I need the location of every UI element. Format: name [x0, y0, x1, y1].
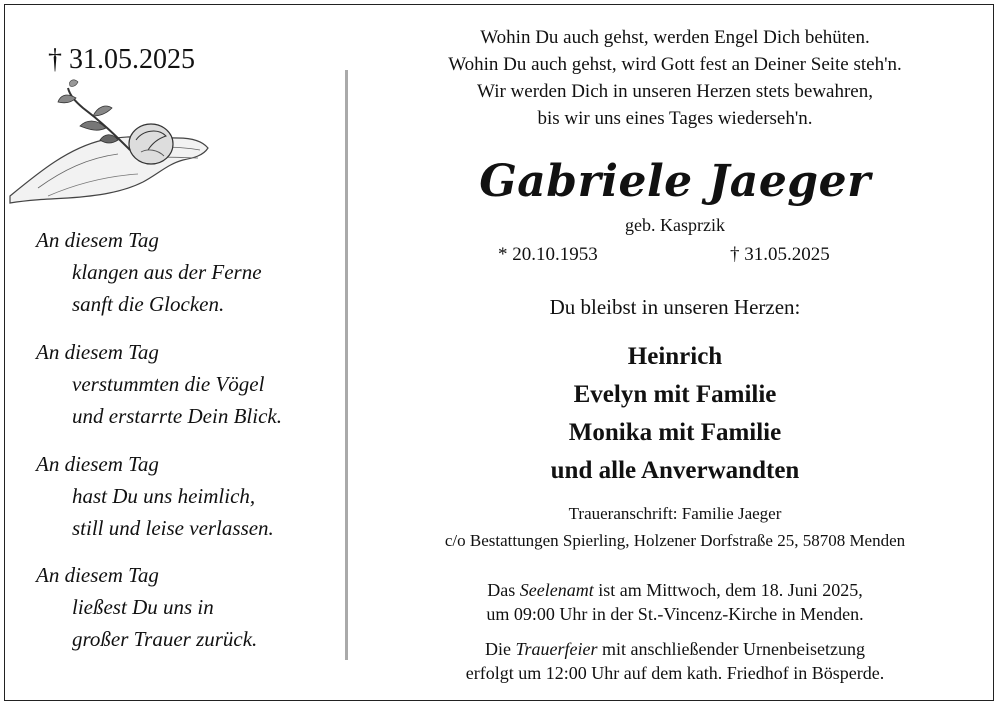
mourning-address [350, 500, 1000, 554]
poem-line: An diesem Tag [36, 452, 159, 476]
verse-line: bis wir uns eines Tages wiederseh'n. [537, 108, 813, 129]
opening-verse [350, 24, 1000, 132]
column-divider [345, 70, 348, 660]
address-line: c/o Bestattungen Spierling, Holzener Dorfstraße 25, 58708 Menden [444, 531, 906, 550]
poem-stanza-4 [36, 559, 257, 655]
hand-with-rose-illustration [8, 78, 218, 223]
poem-line: An diesem Tag [36, 563, 159, 587]
mourner-name: und alle Anverwandten [550, 457, 800, 484]
poem-line: An diesem Tag [36, 228, 159, 252]
poem-line: und erstarrte Dein Blick. [72, 404, 282, 428]
birth-date: * 20.10.1953 [498, 244, 598, 265]
poem-stanza-2 [36, 336, 282, 432]
verse-line: Wohin Du auch gehst, werden Engel Dich behüten. [480, 27, 870, 48]
poem-line: sanft die Glocken. [72, 292, 225, 316]
funeral-word: Trauerfeier [515, 639, 598, 659]
birth-name: geb. Kasprzik [625, 215, 725, 235]
mourners-list [350, 338, 1000, 490]
mourner-name: Monika mit Familie [568, 419, 782, 446]
mourners-intro: Du bleibst in unseren Herzen: [549, 295, 801, 319]
requiem-line-1 [350, 578, 1000, 602]
text: Die [485, 639, 516, 659]
address-line: Traueranschrift: Familie Jaeger [568, 504, 782, 523]
deceased-name: Gabriele Jaeger [479, 156, 871, 207]
poem-line: großer Trauer zurück. [72, 627, 258, 651]
poem-line: ließest Du uns in [72, 595, 214, 619]
requiem-word: Seelenamt [519, 580, 594, 600]
poem-line: still und leise verlassen. [72, 516, 274, 540]
poem-line: An diesem Tag [36, 340, 159, 364]
requiem-line-2: um 09:00 Uhr in der St.-Vincenz-Kirche in Menden. [486, 604, 864, 624]
poem-line: klangen aus der Ferne [72, 260, 262, 284]
right-column [350, 0, 1000, 707]
poem-line: hast Du uns heimlich, [72, 484, 256, 508]
mourner-name: Heinrich [627, 343, 723, 370]
funeral-line-1 [350, 637, 1000, 661]
text: ist am Mittwoch, dem 18. Juni 2025, [593, 580, 863, 600]
verse-line: Wohin Du auch gehst, wird Gott fest an Deiner Seite steh'n. [448, 54, 902, 75]
death-date-top: † 31.05.2025 [48, 44, 195, 75]
funeral-line-2: erfolgt um 12:00 Uhr auf dem kath. Friedhof in Bösperde. [465, 663, 885, 683]
mourner-name: Evelyn mit Familie [573, 381, 777, 408]
poem-line: verstummten die Vögel [72, 372, 265, 396]
verse-line: Wir werden Dich in unseren Herzen stets bewahren, [477, 81, 873, 102]
poem-stanza-1 [36, 224, 262, 320]
funeral-info [350, 637, 1000, 685]
poem-stanza-3 [36, 448, 274, 544]
text: mit anschließender Urnenbeisetzung [597, 639, 865, 659]
requiem-info [350, 578, 1000, 626]
text: Das [487, 580, 520, 600]
death-date: † 31.05.2025 [730, 244, 830, 265]
left-column [0, 0, 340, 707]
